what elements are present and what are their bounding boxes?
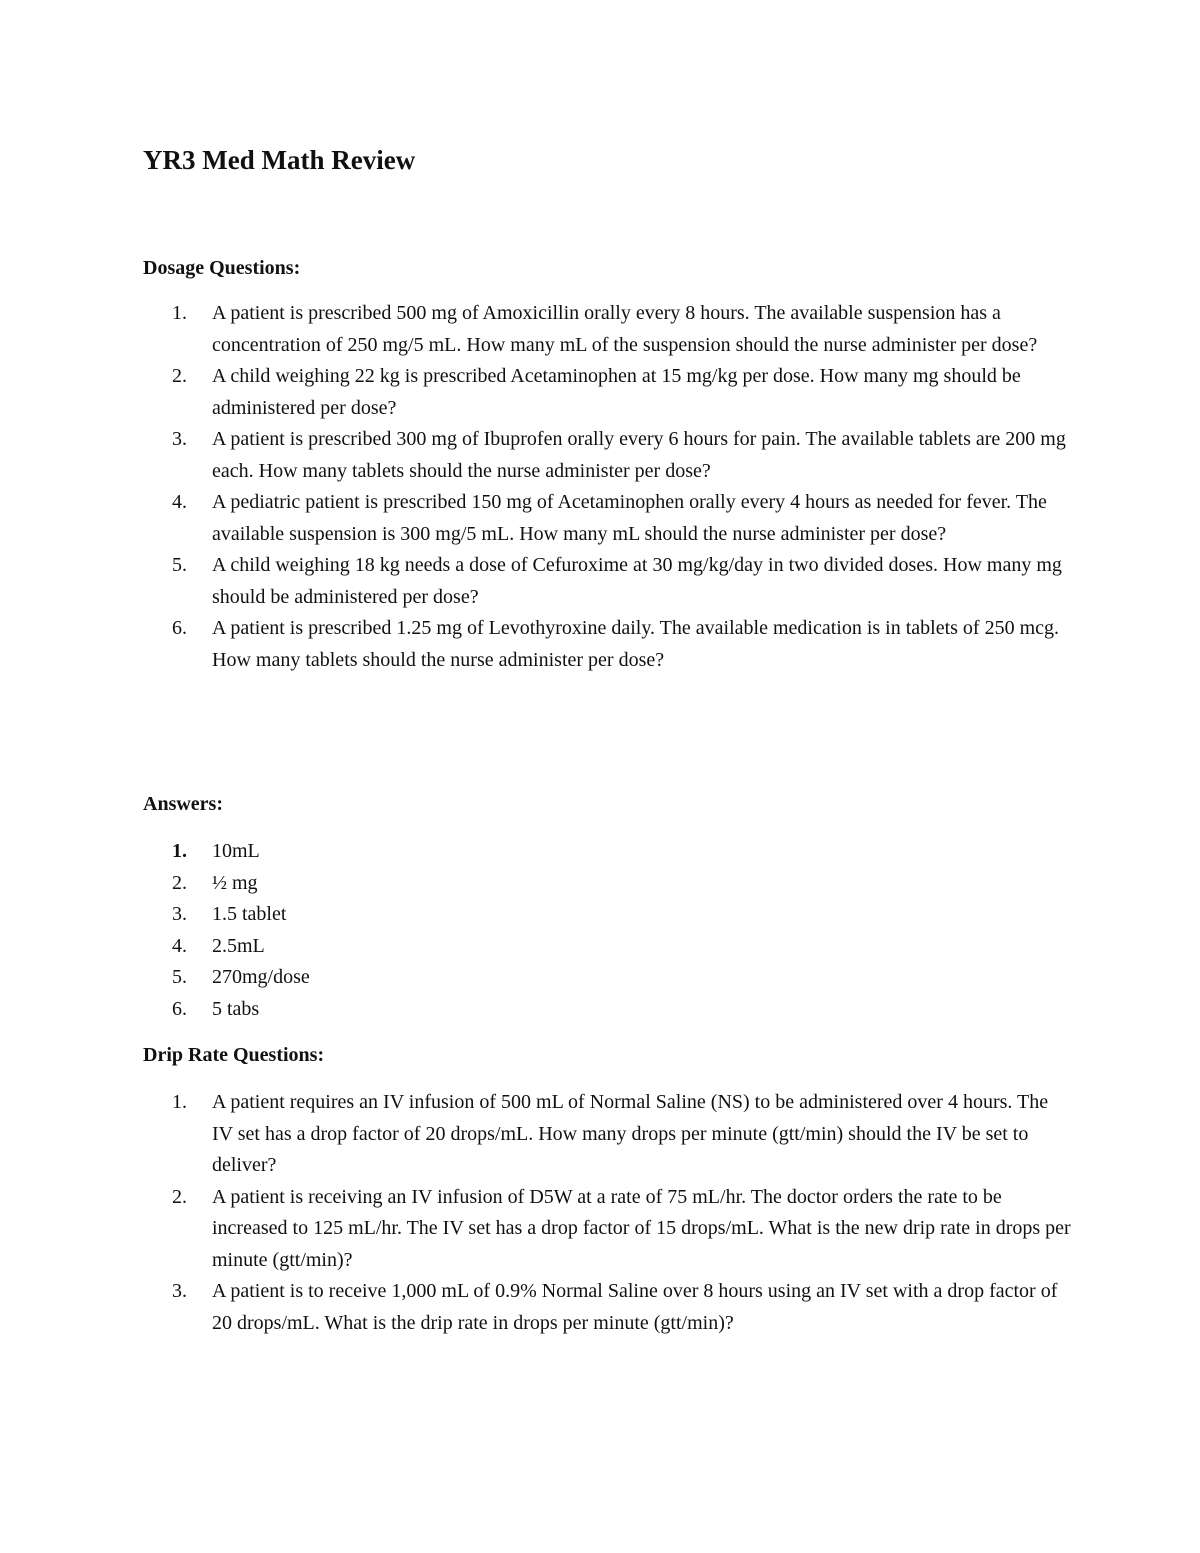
question-number: 5.: [172, 554, 187, 576]
dosage-question: [143, 424, 1073, 487]
answer-number: 4.: [172, 934, 187, 957]
drip-rate-question: [143, 1087, 1073, 1182]
question-number: 2.: [172, 1185, 187, 1208]
question-number: 1.: [172, 302, 187, 324]
question-text: A child weighing 22 kg is prescribed Acetaminophen at 15 mg/kg per dose. How many mg should be administered per dose?: [212, 365, 1021, 419]
drip-rate-questions-list: [143, 1087, 1073, 1339]
question-text: A patient is prescribed 300 mg of Ibuprofen orally every 6 hours for pain. The available tablets are 200 mg each. How many tablets should the nurse administer per dose?: [212, 428, 1066, 482]
drip-rate-question: [143, 1276, 1073, 1339]
answer-item: [143, 868, 1073, 900]
question-text: A patient is prescribed 1.25 mg of Levothyroxine daily. The available medication is in tablets of 250 mcg. How many tablets should the nurse administer per dose?: [212, 617, 1060, 671]
answer-text: 10mL: [212, 840, 260, 862]
question-text: A patient requires an IV infusion of 500 mL of Normal Saline (NS) to be administered over 4 hours. The IV set has a drop factor of 20 drops/mL. How many drops per minute (gtt/min) should the IV be set to deliver?: [212, 1091, 1049, 1176]
question-text: A patient is prescribed 500 mg of Amoxicillin orally every 8 hours. The available suspension has a concentration of 250 mg/5 mL. How many mL of the suspension should the nurse administer per dose?: [212, 302, 1038, 356]
answer-item: [143, 836, 1073, 868]
answer-item: [143, 931, 1073, 963]
answer-text: 5 tabs: [212, 997, 260, 1020]
dosage-question: [143, 550, 1073, 613]
question-number: 3.: [172, 1280, 187, 1302]
question-text: A pediatric patient is prescribed 150 mg of Acetaminophen orally every 4 hours as needed for fever. The available suspension is 300 mg/5 mL. How many mL should the nurse administer per dose?: [212, 491, 1047, 545]
question-number: 1.: [172, 1091, 187, 1113]
question-text: A patient is receiving an IV infusion of D5W at a rate of 75 mL/hr. The doctor orders the rate to be increased to 125 mL/hr. The IV set has a drop factor of 15 drops/mL. What is the new drip rate in drops per minute (gtt/min)?: [212, 1185, 1071, 1271]
answers-list: [143, 836, 1073, 1025]
drip-rate-question: [143, 1182, 1073, 1277]
answer-item: [143, 994, 1073, 1026]
dosage-questions-list: [143, 298, 1073, 676]
question-number: 3.: [172, 428, 187, 450]
dosage-questions-heading: Dosage Questions:: [143, 257, 301, 279]
answer-number: 6.: [172, 997, 187, 1020]
answer-text: 2.5mL: [212, 934, 265, 957]
answer-item: [143, 962, 1073, 994]
dosage-question: [143, 361, 1073, 424]
answer-number: 1.: [172, 840, 187, 862]
answer-number: 3.: [172, 903, 187, 925]
drip-rate-questions-heading: Drip Rate Questions:: [143, 1044, 325, 1066]
document-title: YR3 Med Math Review: [143, 145, 416, 175]
answer-number: 5.: [172, 966, 187, 988]
answer-text: 1.5 tablet: [212, 903, 287, 925]
question-text: A child weighing 18 kg needs a dose of Cefuroxime at 30 mg/kg/day in two divided doses. How many mg should be administered per dose?: [212, 554, 1062, 608]
question-number: 6.: [172, 617, 187, 639]
dosage-question: [143, 298, 1073, 361]
question-number: 4.: [172, 491, 187, 513]
dosage-question: [143, 487, 1073, 550]
answers-heading: Answers:: [143, 793, 223, 815]
answer-item: [143, 899, 1073, 931]
dosage-question: [143, 613, 1073, 676]
question-number: 2.: [172, 365, 187, 387]
answer-number: 2.: [172, 871, 187, 894]
question-text: A patient is to receive 1,000 mL of 0.9% Normal Saline over 8 hours using an IV set with a drop factor of 20 drops/mL. What is the drip rate in drops per minute (gtt/min)?: [212, 1280, 1058, 1334]
answer-text: ½ mg: [212, 871, 258, 894]
answer-text: 270mg/dose: [212, 966, 310, 988]
